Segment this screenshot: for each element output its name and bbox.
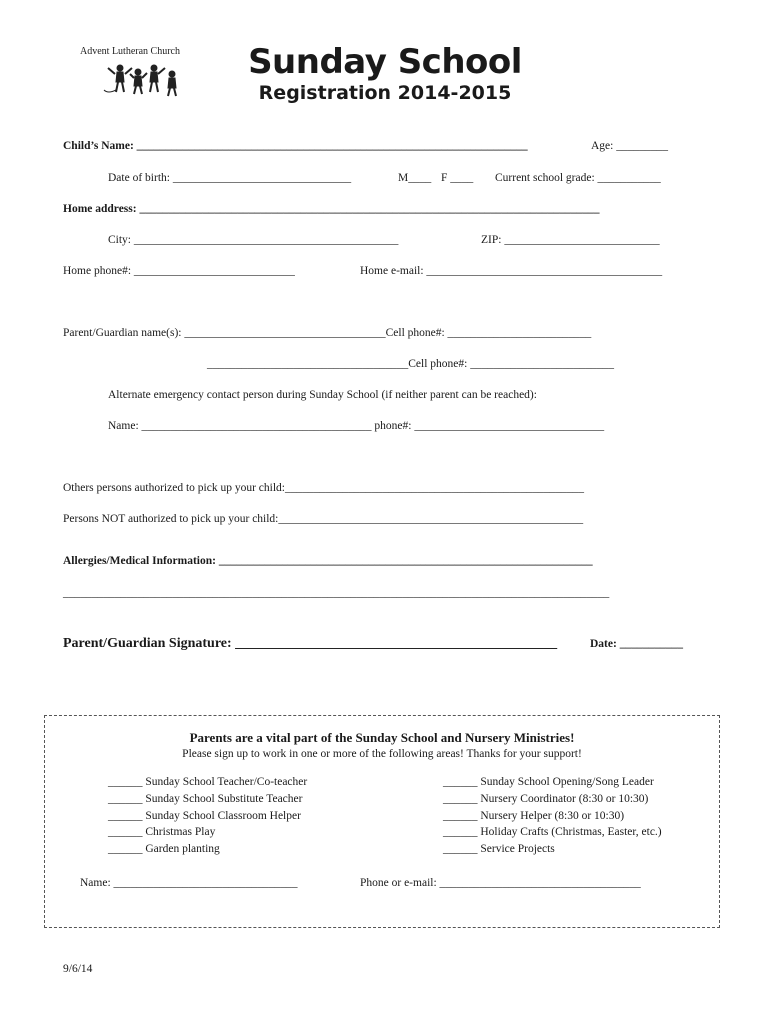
volunteer-option[interactable]: ______ Service Projects (443, 843, 555, 855)
volunteer-subheading: Please sign up to work in one or more of the following areas! Thanks for your support! (182, 748, 582, 760)
guardian-line-1: Parent/Guardian name(s): ___________________________________Cell phone#: _________________________ (63, 327, 592, 339)
volunteer-option[interactable]: ______ Holiday Crafts (Christmas, Easter, etc.) (443, 826, 662, 838)
home-address-field[interactable]: Home address: ________________________________________________________________________________ (63, 203, 600, 215)
alternate-contact-label: Alternate emergency contact person during Sunday School (if neither parent can be reached): (108, 389, 537, 401)
page-subtitle: Registration 2014-2015 (258, 82, 512, 104)
volunteer-option[interactable]: ______ Christmas Play (108, 826, 216, 838)
child-name-field[interactable]: Child’s Name: ____________________________________________________________________ (63, 140, 528, 152)
age-field[interactable]: Age: _________ (591, 140, 668, 152)
not-authorized-pickup-field[interactable]: Persons NOT authorized to pick up your child:_____________________________________________________ (63, 513, 584, 525)
volunteer-option[interactable]: ______ Sunday School Teacher/Co-teacher (108, 776, 308, 788)
volunteer-name-field[interactable]: Name: ________________________________ (80, 877, 298, 889)
home-phone-field[interactable]: Home phone#: ____________________________ (63, 265, 295, 277)
volunteer-option[interactable]: ______ Nursery Coordinator (8:30 or 10:30) (443, 793, 649, 805)
volunteer-heading: Parents are a vital part of the Sunday School and Nursery Ministries! (189, 730, 575, 745)
volunteer-option[interactable]: ______ Sunday School Substitute Teacher (108, 793, 303, 805)
signature-date-field[interactable]: Date: ___________ (590, 638, 683, 650)
city-field[interactable]: City: ______________________________________________ (108, 234, 399, 246)
page-title: Sunday School (248, 42, 522, 82)
alternate-contact-field[interactable]: Name: ________________________________________ phone#: _________________________________ (108, 420, 605, 432)
zip-field[interactable]: ZIP: ___________________________ (481, 234, 660, 246)
school-grade-field[interactable]: Current school grade: ___________ (495, 172, 661, 184)
female-field[interactable]: F ____ (441, 172, 474, 184)
male-field[interactable]: M____ (398, 172, 432, 184)
volunteer-option[interactable]: ______ Sunday School Opening/Song Leader (443, 776, 654, 788)
allergies-field-line-2[interactable]: _______________________________________________________________________________________________ (63, 587, 610, 599)
date-of-birth-field[interactable]: Date of birth: _______________________________ (108, 172, 352, 184)
volunteer-contact-field[interactable]: Phone or e-mail: ___________________________________ (360, 877, 641, 889)
home-email-field[interactable]: Home e-mail: _________________________________________ (360, 265, 663, 277)
volunteer-option[interactable]: ______ Nursery Helper (8:30 or 10:30) (443, 810, 625, 822)
guardian-name-field-1[interactable] (63, 327, 591, 339)
revision-date: 9/6/14 (63, 963, 93, 975)
volunteer-option[interactable]: ______ Garden planting (108, 843, 220, 855)
logo-text: Advent Lutheran Church (80, 46, 180, 57)
authorized-pickup-field[interactable]: Others persons authorized to pick up your child:____________________________________________________ (63, 482, 584, 494)
allergies-field[interactable]: Allergies/Medical Information: _________________________________________________________________ (63, 555, 593, 567)
volunteer-option[interactable]: ______ Sunday School Classroom Helper (108, 810, 301, 822)
guardian-name-field-2[interactable]: ___________________________________Cell phone#: _________________________ (207, 358, 614, 370)
signature-field[interactable]: Parent/Guardian Signature: ______________________________________________ (63, 636, 558, 651)
